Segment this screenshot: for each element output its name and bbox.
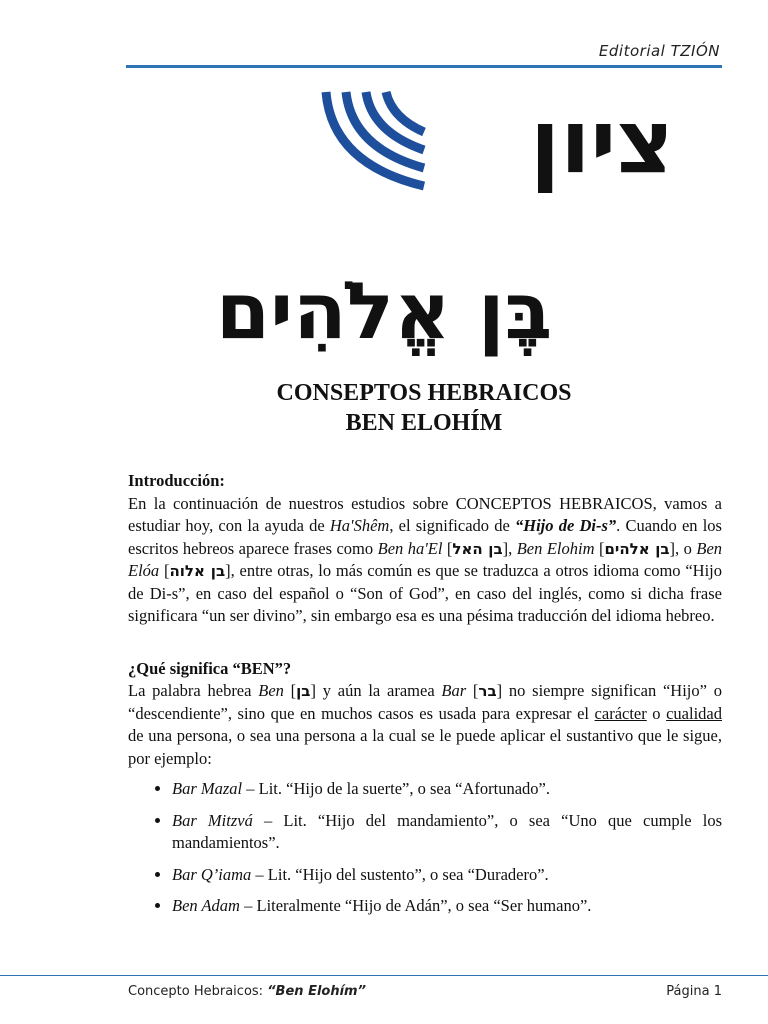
- term-hashem: Ha'Shêm: [329, 516, 390, 535]
- logo-text: ציון: [530, 90, 674, 193]
- example-term: Bar Mazal: [172, 779, 243, 798]
- document-title: [126, 378, 722, 438]
- example-term: Bar Mitzvá: [172, 810, 253, 830]
- hebrew-ben: בן: [296, 682, 311, 700]
- text-run: o: [646, 703, 667, 723]
- term-hijo-de-dios: “Hijo de Di-s”: [515, 516, 617, 535]
- tzion-logo: [318, 86, 674, 193]
- term-bar: Bar: [441, 681, 467, 700]
- example-text: – Lit. “Hijo del sustento”, o sea “Duradero”.: [251, 864, 549, 884]
- text-run: , o: [675, 538, 697, 558]
- examples-list: [128, 778, 722, 918]
- text-run: no siempre significan “Hijo” o “descendiente”, sino que en muchos casos es usada para expresar el: [128, 681, 722, 723]
- hebrew-ben-elohim: בן אלהים: [604, 539, 670, 558]
- term-ben-hael: Ben ha'El: [377, 538, 443, 558]
- list-item: [172, 895, 722, 918]
- example-text: – Lit. “Hijo del mandamiento”, o sea “Uno que cumple los mandamientos”.: [172, 810, 722, 852]
- text-run: La palabra hebrea: [128, 681, 259, 700]
- term-ben: Ben: [258, 681, 284, 700]
- footer-label: Concepto Hebraicos:: [128, 984, 268, 999]
- term-cualidad: cualidad: [666, 703, 722, 723]
- list-item: [172, 810, 722, 855]
- example-term: Ben Adam: [172, 896, 240, 915]
- section-heading-ben: ¿Qué significa “BEN”?: [128, 658, 292, 678]
- example-text: – Lit. “Hijo de la suerte”, o sea “Afortunado”.: [242, 779, 551, 798]
- term-ben-eloa: Ben Elóa: [128, 538, 723, 580]
- footer-divider: [0, 975, 768, 976]
- text-run: . Cuando en los escritos hebreos aparece frases como: [128, 516, 722, 558]
- text-run: de una persona, o sea una persona a la cual se le puede aplicar el sustantivo que le sigue, por ejemplo:: [128, 726, 722, 768]
- header-divider: [126, 65, 722, 68]
- footer-doc-title: [128, 984, 366, 999]
- example-term: Bar Q’iama: [172, 864, 252, 884]
- example-text: – Literalmente “Hijo de Adán”, o sea “Ser humano”.: [239, 896, 592, 915]
- list-item: [172, 778, 722, 801]
- intro-paragraph: En la continuación de nuestros estudios sobre CONCEPTOS HEBRAICOS, vamos a estudiar hoy, con la ayuda de Ha'Shêm, el significado de “Hijo de Di-s”. Cuando en los escritos hebreos aparece frases como Ben ha'El [בן האל], Ben Elohim [בן אלהים], o Ben Elóa [בן אלוה], entre otras, lo más común es que se traduzca a otros idioma como “Hijo de Di-s”, en caso del español o “Son of God”, en caso del inglés, como si dicha frase significara “un ser divino”, sin embargo esa es una pésima traducción del idioma hebreo.: [128, 493, 723, 625]
- intro-heading: Introducción:: [128, 471, 225, 490]
- document-body: [128, 470, 722, 927]
- menorah-arcs-icon: [326, 92, 424, 186]
- hebrew-bar: בר: [478, 682, 497, 700]
- text-run: ,: [508, 538, 517, 558]
- title-line-1: CONSEPTOS HEBRAICOS: [276, 380, 572, 406]
- title-line-2: BEN ELOHÍM: [345, 410, 503, 436]
- text-run: , el significado de: [389, 516, 515, 535]
- text-run: y aún la aramea: [315, 681, 442, 700]
- text-run: En la continuación de nuestros estudios sobre CONCEPTOS HEBRAICOS, vamos a estudiar hoy, con la ayuda de: [128, 493, 722, 535]
- page-number: Página 1: [666, 984, 722, 999]
- footer-title: “Ben Elohím”: [267, 984, 366, 999]
- term-ben-elohim: Ben Elohim: [516, 538, 595, 558]
- section-paragraph: La palabra hebrea Ben [בן] y aún la aramea Bar [בר] no siempre significan “Hijo” o “descendiente”, sino que en muchos casos es usada para expresar el carácter o cualidad de una persona, o sea una persona a la cual se le puede aplicar el sustantivo que le sigue, por ejemplo:: [128, 681, 722, 768]
- hebrew-title: בֶּן אֱלֹהִים: [215, 267, 553, 357]
- hebrew-ben-hael: בן האל: [452, 539, 503, 558]
- list-item: [172, 864, 722, 887]
- term-caracter: carácter: [594, 703, 647, 723]
- header-brand: Editorial TZIÓN: [598, 42, 720, 60]
- text-run: , entre otras, lo más común es que se traduzca a otros idioma como “Hijo de Di-s”, en caso del español o “Son of God”, en caso del inglés, como si dicha frase significara “un ser divino”, sin embargo esa es una pésima traducción del idioma hebreo.: [128, 561, 722, 625]
- hebrew-ben-eloa: בן אלוה: [169, 562, 226, 580]
